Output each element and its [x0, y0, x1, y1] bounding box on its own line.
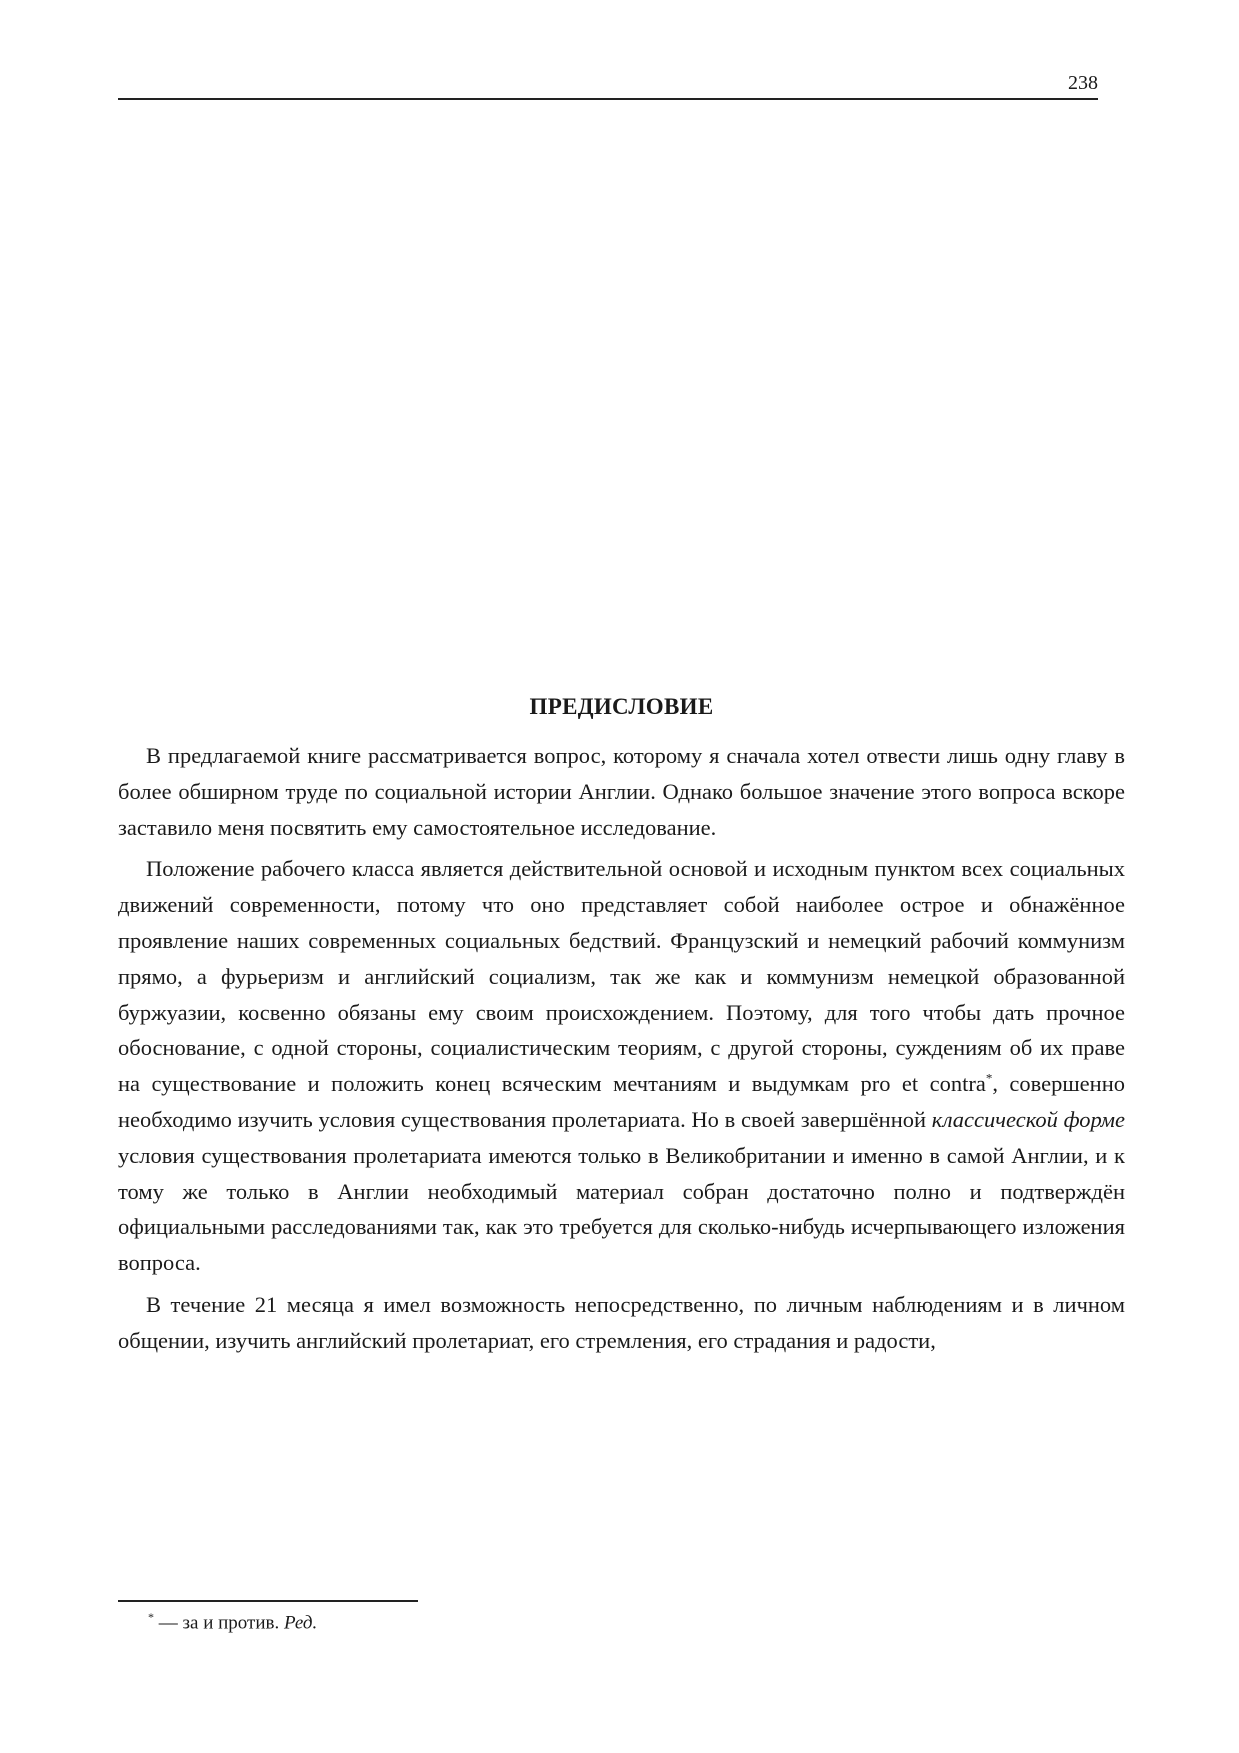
- paragraph-2-part-b: , совершенно необходимо изучить условия существования пролетариата. Но в своей завершённой: [118, 1071, 1125, 1132]
- footnote-reference[interactable]: *: [985, 1070, 993, 1086]
- footnote-editor: Ред.: [283, 1612, 318, 1634]
- paragraph-2-italic: классической форме: [931, 1106, 1125, 1132]
- paragraph-2: [118, 851, 1125, 1281]
- paragraph-1: В предлагаемой книге рассматривается вопрос, которому я сначала хотел отвести лишь одну главу в более обширном труде по социальной истории Англии. Однако большое значение этого вопроса вскоре заставило меня посвятить ему самостоятельное исследование.: [118, 743, 1125, 840]
- chapter-title: ПРЕДИСЛОВИЕ: [529, 694, 714, 719]
- footnote-marker: *: [148, 1610, 154, 1624]
- paragraph-3: В течение 21 месяца я имел возможность непосредственно, по личным наблюдениям и в личном общении, изучить английский пролетариат, его стремления, его страдания и радости,: [118, 1291, 1125, 1353]
- main-text: [118, 694, 1125, 1365]
- paragraph-2-part-c: условия существования пролетариата имеются только в Великобритании и именно в самой Англии, и к тому же только в Англии необходимый материал собран достаточно полно и подтверждён официальными расследованиями так, как это требуется для сколько-нибудь исчерпывающего изложения вопроса.: [118, 1142, 1125, 1276]
- running-header: [118, 70, 1098, 100]
- page-number: 238: [1068, 72, 1098, 94]
- footnote-text: — за и против.: [154, 1612, 284, 1634]
- footnote: [148, 1610, 317, 1634]
- paragraph-2-part-a: Положение рабочего класса является действительной основой и исходным пунктом всех социальных движений современности, потому что оно представляет собой наиболее острое и обнажённое проявление наших современных социальных бедствий. Французский и немецкий рабочий коммунизм прямо, а фурьеризм и английский социализм, так же как и коммунизм немецкой образованной буржуазии, косвенно обязаны ему своим происхождением. Поэтому, для того чтобы дать прочное обоснование, с одной стороны, социалистическим теориям, с другой стороны, суждениям об их праве на существование и положить конец всяческим мечтаниям и выдумкам pro et contra: [118, 856, 1125, 1097]
- footnote-divider: [118, 1600, 418, 1602]
